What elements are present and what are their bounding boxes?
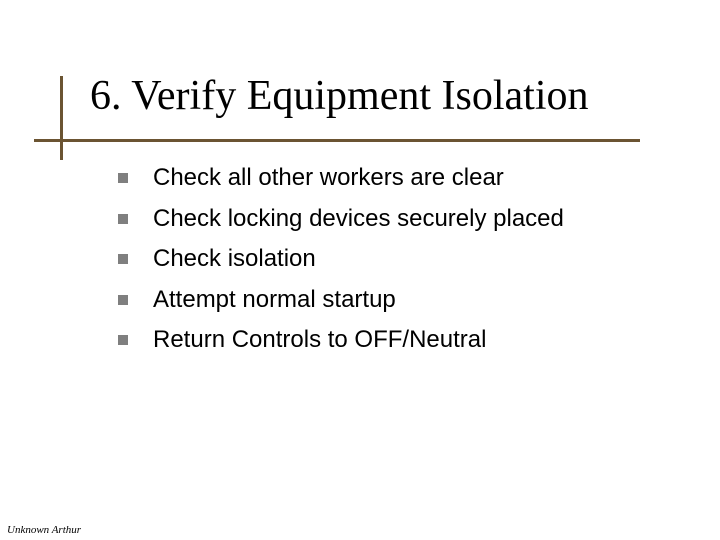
bullet-text: Return Controls to OFF/Neutral xyxy=(153,326,487,354)
bullet-item xyxy=(118,199,564,240)
bullet-list xyxy=(118,158,564,361)
square-bullet-icon xyxy=(118,335,128,345)
square-bullet-icon xyxy=(118,295,128,305)
slide-title: 6. Verify Equipment Isolation xyxy=(90,73,589,119)
square-bullet-icon xyxy=(118,214,128,224)
bullet-item xyxy=(118,158,564,199)
vertical-accent-line xyxy=(60,76,63,160)
bullet-text: Attempt normal startup xyxy=(153,285,396,313)
bullet-item xyxy=(118,239,564,280)
footer-author: Unknown Arthur xyxy=(7,524,82,536)
bullet-text: Check locking devices securely placed xyxy=(153,204,564,232)
bullet-text: Check all other workers are clear xyxy=(153,164,504,192)
square-bullet-icon xyxy=(118,254,128,264)
bullet-item xyxy=(118,320,564,361)
horizontal-accent-line xyxy=(34,139,640,142)
bullet-text: Check isolation xyxy=(153,245,316,273)
square-bullet-icon xyxy=(118,173,128,183)
bullet-item xyxy=(118,280,564,321)
